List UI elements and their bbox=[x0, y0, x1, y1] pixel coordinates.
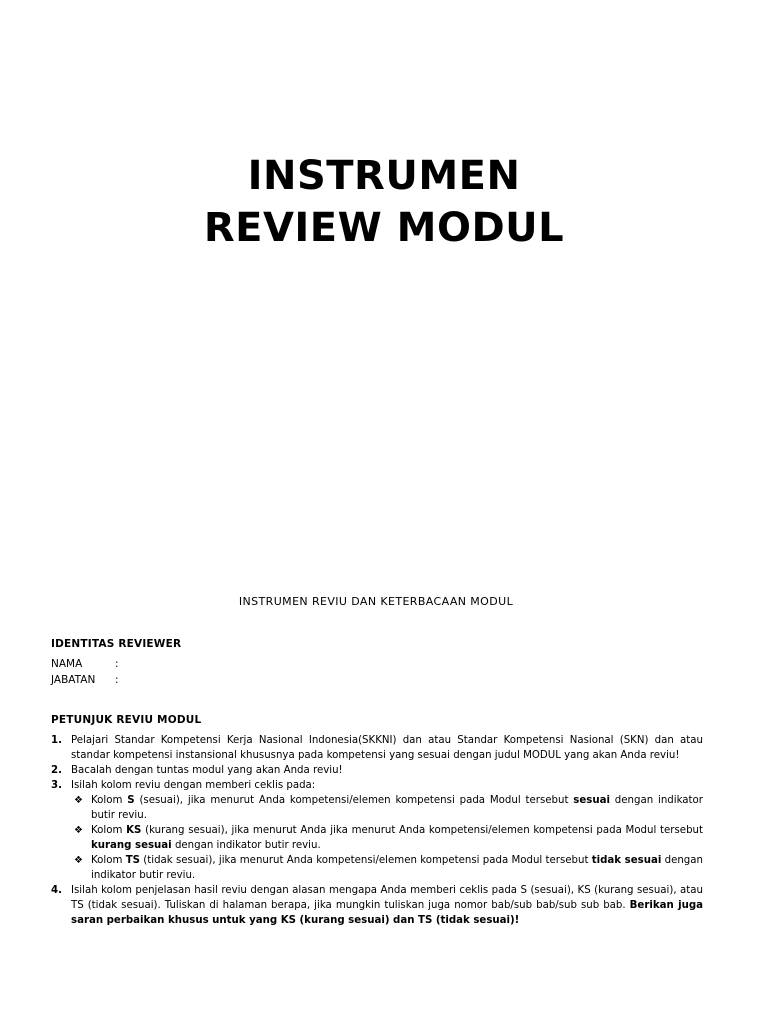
sub-item-code: KS bbox=[126, 825, 142, 836]
sub-list bbox=[71, 793, 703, 883]
list-item-emphasis: Berikan juga saran perbaikan khusus untuk yang KS (kurang sesuai) dan TS (tidak sesuai)! bbox=[71, 900, 704, 926]
sub-item-prefix: Kolom bbox=[91, 855, 123, 866]
diamond-bullet-icon: ❖ bbox=[74, 825, 83, 836]
sub-item-prefix: Kolom bbox=[91, 825, 123, 836]
sub-item-description: (kurang sesuai), jika menurut Anda jika menurut Anda kompetensi/elemen kompetensi pada Modul tersebut bbox=[145, 825, 703, 836]
sub-item-code: TS bbox=[125, 855, 140, 866]
main-title-line-1: INSTRUMEN bbox=[247, 153, 521, 199]
list-item-text: Pelajari Standar Kompetensi Kerja Nasional Indonesia(SKKNI) dan atau Standar Kompetensi Nasional (SKN) dan atau standar kompetensi instansional khususnya pada kompetensi yang sesuai dengan judul MODUL yang akan Anda reviu! bbox=[71, 735, 703, 761]
list-item-number: 2. bbox=[51, 765, 62, 776]
sub-item-emphasis: kurang sesuai bbox=[91, 840, 172, 851]
list-item bbox=[51, 883, 703, 928]
sub-list-item bbox=[71, 793, 703, 823]
field-jabatan-separator: : bbox=[115, 674, 119, 686]
field-jabatan-label: JABATAN bbox=[51, 674, 96, 686]
list-item bbox=[51, 733, 703, 763]
sub-list-item bbox=[71, 853, 703, 883]
sub-item-suffix: dengan indikator butir reviu. bbox=[91, 795, 703, 821]
main-title-line-2: REVIEW MODUL bbox=[203, 205, 565, 251]
sub-item-suffix: dengan indikator butir reviu. bbox=[91, 855, 703, 881]
diamond-bullet-icon: ❖ bbox=[74, 795, 83, 806]
list-item-text: Isilah kolom reviu dengan memberi ceklis pada: bbox=[71, 780, 316, 791]
field-jabatan bbox=[51, 674, 119, 688]
list-item bbox=[51, 778, 703, 883]
field-nama bbox=[51, 658, 119, 672]
identitas-heading: IDENTITAS REVIEWER bbox=[51, 638, 182, 650]
main-title bbox=[0, 150, 768, 254]
sub-item-description: (sesuai), jika menurut Anda kompetensi/elemen kompetensi pada Modul tersebut bbox=[139, 795, 569, 806]
sub-item-prefix: Kolom bbox=[91, 795, 123, 806]
sub-list-item bbox=[71, 823, 703, 853]
petunjuk-heading: PETUNJUK REVIU MODUL bbox=[51, 714, 202, 726]
list-item bbox=[51, 763, 703, 778]
sub-item-suffix: dengan indikator butir reviu. bbox=[174, 840, 321, 851]
sub-item-description: (tidak sesuai), jika menurut Anda kompetensi/elemen kompetensi pada Modul tersebut bbox=[143, 855, 589, 866]
field-nama-label: NAMA bbox=[51, 658, 83, 670]
sub-item-emphasis: sesuai bbox=[573, 795, 610, 806]
subtitle: INSTRUMEN REVIU DAN KETERBACAAN MODUL bbox=[238, 595, 514, 608]
list-item-number: 3. bbox=[51, 780, 62, 791]
diamond-bullet-icon: ❖ bbox=[74, 855, 83, 866]
instruction-list bbox=[51, 733, 703, 928]
list-item-number: 1. bbox=[51, 735, 62, 746]
list-item-number: 4. bbox=[51, 885, 62, 896]
list-item-text: Isilah kolom penjelasan hasil reviu dengan alasan mengapa Anda memberi ceklis pada S (sesuai), KS (kurang sesuai), atau TS (tidak sesuai). Tuliskan di halaman berapa, jika mungkin tuliskan juga nomor bab/sub bab/sub sub bab. bbox=[71, 885, 703, 911]
sub-item-emphasis: tidak sesuai bbox=[591, 855, 662, 866]
sub-item-code: S bbox=[127, 795, 135, 806]
list-item-text: Bacalah dengan tuntas modul yang akan Anda reviu! bbox=[71, 765, 343, 776]
field-nama-separator: : bbox=[115, 658, 119, 670]
